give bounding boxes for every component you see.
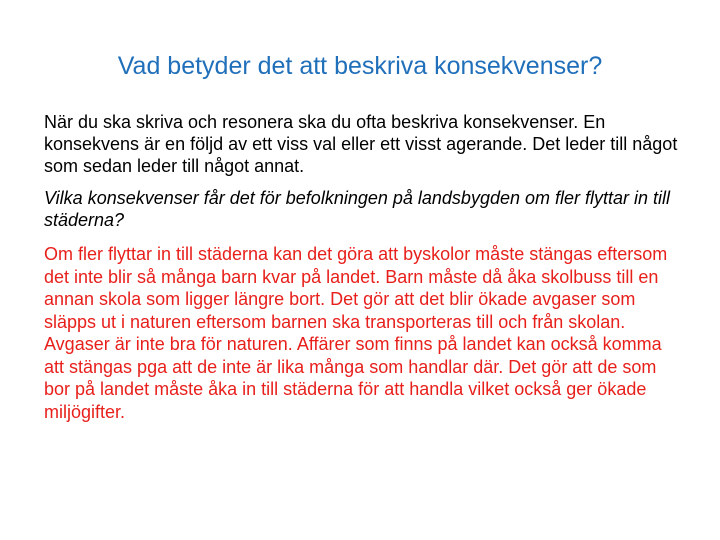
question-paragraph: Vilka konsekvenser får det för befolkningen på landsbygden om fler flyttar in till städerna? — [44, 188, 671, 230]
intro-paragraph: När du ska skriva och resonera ska du ofta beskriva konsekvenser. En konsekvens är en följd av ett viss val eller ett visst agerande. Det leder till något som sedan leder till något annat. — [44, 112, 678, 176]
slide-body — [44, 111, 684, 423]
slide-title: Vad betyder det att beskriva konsekvenser? — [117, 52, 603, 80]
answer-paragraph: Om fler flyttar in till städerna kan det göra att byskolor måste stängas eftersom det inte blir så många barn kvar på landet. Barn måste då åka skolbuss till en annan skola som ligger längre bort. Det gör att det blir ökade avgaser som släpps ut i naturen eftersom barnen ska transporteras till och från skolan. Avgaser är inte bra för naturen. Affärer som finns på landet kan också komma att stängas pga att de inte är lika många som handlar där. Det gör att de som bor på landet måste åka in till städerna för att handla vilket också ger ökade miljögifter. — [44, 244, 668, 422]
